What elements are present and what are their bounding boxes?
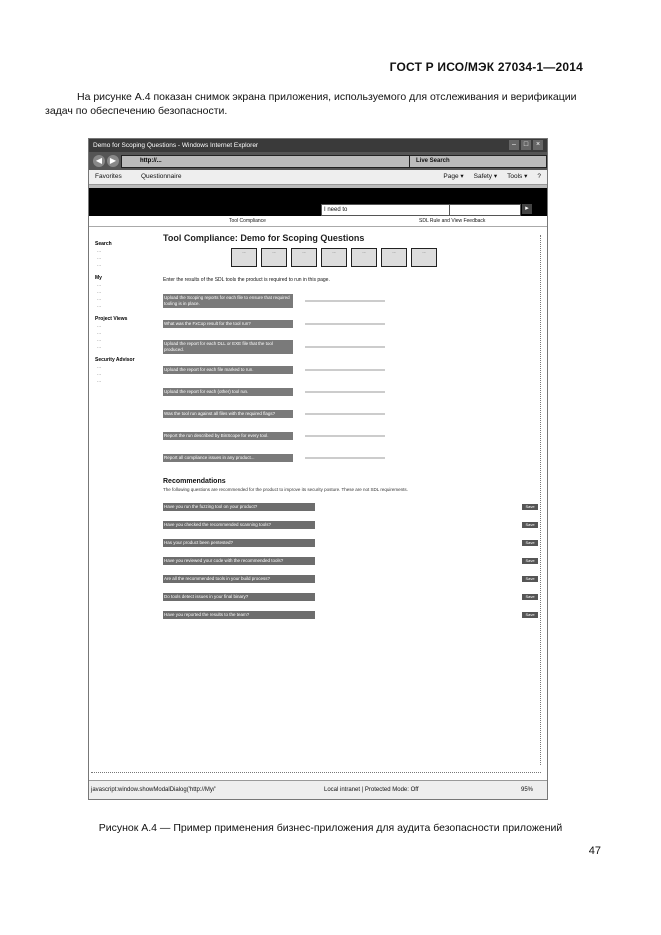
sidebar-heading: Security Advisor — [95, 357, 135, 363]
document-reference: ГОСТ Р ИСО/МЭК 27034-1—2014 — [389, 60, 583, 74]
lead-text: Enter the results of the SDL tools the product is required to run in this page. — [163, 277, 330, 283]
answer-field[interactable] — [305, 455, 478, 461]
tool-button[interactable]: ... — [231, 248, 257, 267]
go-button[interactable]: ▸ — [522, 204, 532, 214]
url-input[interactable]: http://... — [121, 155, 411, 168]
recommendation-text: Do tools detect issues in your final binary? — [163, 593, 315, 601]
sidebar-item[interactable]: ... — [97, 248, 102, 254]
recommendation-text: Have you reported the results to the team? — [163, 611, 315, 619]
sidebar-item[interactable]: ... — [97, 303, 102, 309]
sidebar-item[interactable]: ... — [97, 289, 102, 295]
question-text: Report the run described by BinScope for every tool. — [163, 432, 293, 440]
recommendation-row — [163, 593, 538, 601]
recommendation-row — [163, 611, 538, 619]
answer-field[interactable] — [305, 298, 478, 304]
tab-questionnaire[interactable]: Questionnaire — [141, 173, 182, 180]
question-text: Upload the report for each DLL or EXE file that the tool produced. — [163, 340, 293, 354]
question-row — [163, 386, 538, 398]
recommendation-text: Have you reviewed your code with the recommended tools? — [163, 557, 315, 565]
live-search-input[interactable]: Live Search — [409, 155, 547, 168]
breadcrumb-tool-compliance[interactable]: Tool Compliance — [229, 218, 266, 224]
intro-paragraph: На рисунке А.4 показан снимок экрана приложения, используемого для отслеживания и верификации задач по обеспечению безопасности. — [45, 91, 577, 117]
sidebar-item[interactable]: ... — [97, 344, 102, 350]
sidebar-item[interactable]: ... — [97, 296, 102, 302]
question-row — [163, 340, 538, 354]
answer-field[interactable] — [305, 367, 478, 373]
status-zone: Local intranet | Protected Mode: Off — [324, 787, 419, 793]
status-bar — [89, 780, 547, 799]
recommendation-text: Are all the recommended tools in your build process? — [163, 575, 315, 583]
question-text: Upload the Scoping reports for each file to ensure that required tooling is in place. — [163, 294, 293, 308]
favorites-button[interactable]: Favorites — [95, 173, 122, 180]
answer-field[interactable] — [305, 433, 478, 439]
tool-button[interactable]: ... — [381, 248, 407, 267]
question-row — [163, 452, 538, 464]
sidebar-item[interactable]: ... — [97, 282, 102, 288]
sidebar-item[interactable]: ... — [97, 371, 102, 377]
site-search-field[interactable] — [449, 204, 521, 216]
save-button[interactable]: Save — [522, 558, 538, 564]
main-content — [163, 235, 538, 619]
question-row — [163, 294, 538, 308]
answer-field[interactable] — [305, 321, 478, 327]
sidebar-heading: My — [95, 275, 102, 281]
sidebar-item[interactable]: ... — [97, 337, 102, 343]
question-row — [163, 364, 538, 376]
recommendation-row — [163, 557, 538, 565]
page-title: Tool Compliance: Demo for Scoping Questions — [163, 233, 365, 243]
save-button[interactable]: Save — [522, 612, 538, 618]
recommendations-description: The following questions are recommended for the product to improve its security posture. These are not SDL requirements. — [163, 487, 408, 492]
question-text: Upload the report for each (other) tool run. — [163, 388, 293, 396]
breadcrumb-feedback[interactable]: SDL Rule and View Feedback — [419, 218, 486, 224]
window-titlebar — [89, 139, 547, 152]
vertical-scrollbar[interactable] — [540, 235, 545, 765]
answer-field[interactable] — [305, 411, 478, 417]
sidebar-item[interactable]: ... — [97, 323, 102, 329]
back-icon[interactable]: ◀ — [93, 155, 105, 167]
answer-field[interactable] — [305, 344, 478, 350]
sidebar-item[interactable]: ... — [97, 255, 102, 261]
tool-button[interactable]: ... — [321, 248, 347, 267]
question-text: Was the tool run against all files with the required flags? — [163, 410, 293, 418]
question-text: What was the FxCop result for the tool run? — [163, 320, 293, 328]
window-title: Demo for Scoping Questions - Windows Internet Explorer — [93, 142, 259, 149]
recommendation-row — [163, 503, 538, 511]
recommendation-row — [163, 575, 538, 583]
question-row — [163, 430, 538, 442]
recommendation-row — [163, 521, 538, 529]
site-banner — [89, 188, 547, 216]
save-button[interactable]: Save — [522, 594, 538, 600]
maximize-icon[interactable]: □ — [521, 140, 531, 150]
tool-button[interactable]: ... — [411, 248, 437, 267]
recommendation-text: Has your product been pentested? — [163, 539, 315, 547]
sidebar — [95, 235, 151, 385]
favorites-bar — [89, 170, 547, 185]
browser-screenshot — [88, 138, 548, 800]
safety-menu[interactable]: Safety ▾ — [473, 173, 498, 180]
zoom-level[interactable]: 95% — [520, 787, 533, 793]
answer-field[interactable] — [305, 389, 478, 395]
question-text: Report all compliance issues in any product... — [163, 454, 293, 462]
sidebar-item[interactable]: ... — [97, 364, 102, 370]
question-row — [163, 318, 538, 330]
recommendation-text: Have you checked the recommended scanning tools? — [163, 521, 315, 529]
minimize-icon[interactable]: – — [509, 140, 519, 150]
figure-caption: Рисунок А.4 — Пример применения бизнес-приложения для аудита безопасности приложений — [98, 822, 563, 834]
page-menu[interactable]: Page ▾ — [443, 173, 464, 180]
address-bar — [89, 152, 547, 170]
tool-button[interactable]: ... — [261, 248, 287, 267]
question-list — [163, 294, 538, 464]
recommendations-heading: Recommendations — [163, 478, 226, 485]
recommendation-text: Have you run the fuzzing tool on your product? — [163, 503, 315, 511]
horizontal-scrollbar[interactable] — [91, 772, 541, 777]
tool-button[interactable]: ... — [291, 248, 317, 267]
tool-buttons — [231, 248, 538, 267]
save-button[interactable]: Save — [522, 540, 538, 546]
close-icon[interactable]: × — [533, 140, 543, 150]
recommendation-row — [163, 539, 538, 547]
save-button[interactable]: Save — [522, 504, 538, 510]
save-button[interactable]: Save — [522, 522, 538, 528]
sidebar-heading: Search — [95, 241, 112, 247]
sidebar-item[interactable]: ... — [97, 378, 102, 384]
tools-menu[interactable]: Tools ▾ — [507, 173, 528, 180]
forward-icon[interactable]: ▶ — [107, 155, 119, 167]
status-url: javascript:window.showModalDialog('http://My/' — [91, 787, 216, 793]
help-icon[interactable]: ? — [537, 173, 541, 180]
question-text: Upload the report for each file marked to run. — [163, 366, 293, 374]
page-number: 47 — [588, 845, 601, 857]
tool-button[interactable]: ... — [351, 248, 377, 267]
question-row — [163, 408, 538, 420]
sidebar-heading: Project Views — [95, 316, 128, 322]
sidebar-item[interactable]: ... — [97, 262, 102, 268]
recommendation-list — [163, 503, 538, 619]
breadcrumb — [89, 216, 547, 227]
save-button[interactable]: Save — [522, 576, 538, 582]
sidebar-item[interactable]: ... — [97, 330, 102, 336]
site-search-input[interactable]: I need to — [321, 204, 495, 216]
